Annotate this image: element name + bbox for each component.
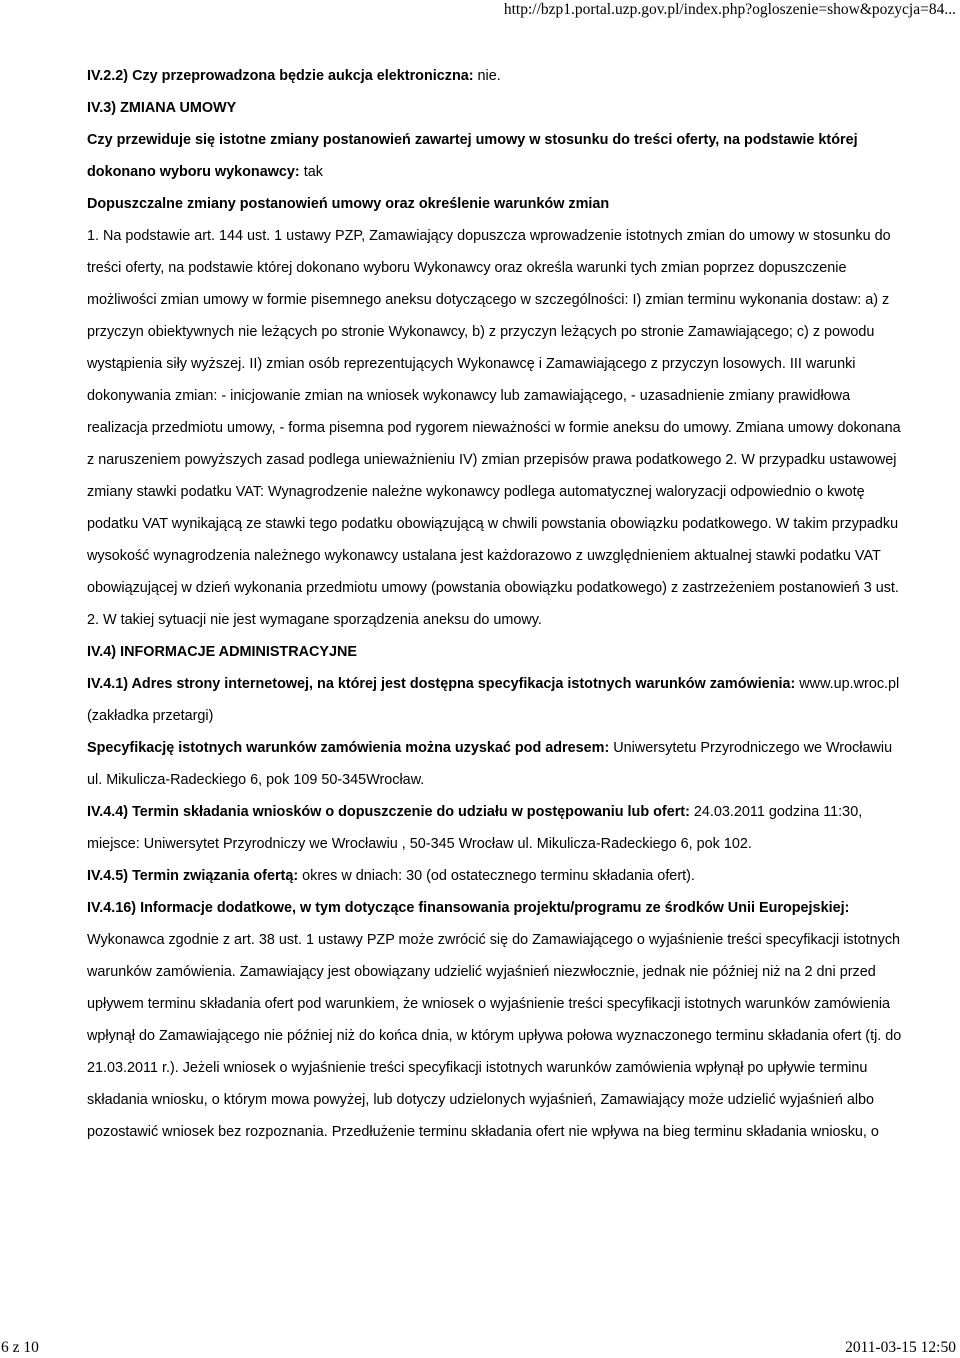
section-contract-changes-label: IV.3) ZMIANA UMOWY xyxy=(87,100,237,116)
section-deadline xyxy=(87,796,907,860)
section-additional-info xyxy=(87,892,907,1148)
section-changes-question-value: tak xyxy=(299,164,323,180)
section-allowed-changes-text: 1. Na podstawie art. 144 ust. 1 ustawy PZP, Zamawiający dopuszcza wprowadzenie istotnych zmian do umowy w stosunku do treści oferty, na podstawie której dokonano wyboru Wykonawcy oraz określa warunki tych zmian poprzez dopuszczenie możliwości zmian umowy w formie pisemnego aneksu dotyczącego w szczególności: I) zmian terminu wykonania dostaw: a) z przyczyn obiektywnych nie leżących po stronie Wykonawcy, b) z przyczyn leżących po stronie Zamawiającego; c) z powodu wystąpienia siły wyższej. II) zmian osób reprezentujących Wykonawcę i Zamawiającego z przyczyn losowych. III warunki dokonywania zmian: - inicjowanie zmian na wniosek wykonawcy lub zamawiającego, - uzasadnienie zmiany prawidłowa realizacja przedmiotu umowy, - forma pisemna pod rygorem nieważności w formie aneksu do umowy. Zmiana umowy dokonana z naruszeniem powyższych zasad podlega unieważnieniu IV) zmian przepisów prawa podatkowego 2. W przypadku ustawowej zmiany stawki podatku VAT: Wynagrodzenie należne wykonawcy podlega automatycznej waloryzacji odpowiednio o kwotę podatku VAT wynikającą ze stawki tego podatku obowiązującą w chwili powstania obowiązku podatkowego. W takim przypadku wysokość wynagrodzenia należnego wykonawcy ustalana jest każdorazowo z uwzględnieniem aktualnej stawki podatku VAT obowiązującej w dzień wykonania przedmiotu umowy (powstania obowiązku podatkowego) z zastrzeżeniem postanowień 3 ust. 2. W takiej sytuacji nie jest wymagane sporządzenia aneksu do umowy. xyxy=(87,228,901,628)
section-auction-value: nie. xyxy=(473,68,501,84)
page-url: http://bzp1.portal.uzp.gov.pl/index.php?ogloszenie=show&pozycja=84... xyxy=(503,1,956,18)
section-website-label: IV.4.1) Adres strony internetowej, na której jest dostępna specyfikacja istotnych warunków zamówienia: xyxy=(87,676,796,692)
section-website xyxy=(87,668,907,732)
section-changes-question xyxy=(87,124,907,188)
notice-content xyxy=(87,60,907,1148)
section-allowed-changes-heading xyxy=(87,188,907,220)
section-contract-changes-heading xyxy=(87,92,907,124)
section-spec-address-value: Uniwersytetu Przyrodniczego we Wrocławiu ul. Mikulicza-Radeckiego 6, pok 109 50-345Wrocław. xyxy=(87,740,893,788)
section-admin-info-label: IV.4) INFORMACJE ADMINISTRACYJNE xyxy=(87,644,357,660)
section-additional-info-value: Wykonawca zgodnie z art. 38 ust. 1 ustawy PZP może zwrócić się do Zamawiającego o wyjaśnienie treści specyfikacji istotnych warunków zamówienia. Zamawiający jest obowiązany udzielić wyjaśnień niezwłocznie, jednak nie później niż na 2 dni przed upływem terminu składania ofert pod warunkiem, że wniosek o wyjaśnienie treści specyfikacji istotnych warunków zamówienia wpłynął do Zamawiającego nie później niż do końca dnia, w którym upływa połowa wyznaczonego terminu składania ofert (tj. do 21.03.2011 r.). Jeżeli wniosek o wyjaśnienie treści specyfikacji istotnych warunków zamówienia wpłynął po upływie terminu składania wniosku, o którym mowa powyżej, lub dotyczy udzielonych wyjaśnień, Zamawiający może udzielić wyjaśnień albo pozostawić wniosek bez rozpoznania. Przedłużenie terminu składania ofert nie wpływa na bieg terminu składania wniosku, o xyxy=(87,932,902,1140)
section-additional-info-label: IV.4.16) Informacje dodatkowe, w tym dotyczące finansowania projektu/programu ze środków Unii Europejskiej: xyxy=(87,900,850,916)
section-auction xyxy=(87,60,907,92)
page-number: 6 z 10 xyxy=(1,1339,39,1356)
section-allowed-changes-label: Dopuszczalne zmiany postanowień umowy oraz określenie warunków zmian xyxy=(87,196,610,212)
section-admin-info-heading xyxy=(87,636,907,668)
section-deadline-value: 24.03.2011 godzina 11:30, miejsce: Uniwersytet Przyrodniczy we Wrocławiu , 50-345 Wrocław ul. Mikulicza-Radeckiego 6, pok 102. xyxy=(87,804,863,852)
section-spec-address xyxy=(87,732,907,796)
section-spec-address-label: Specyfikację istotnych warunków zamówienia można uzyskać pod adresem: xyxy=(87,740,610,756)
section-binding-period-label: IV.4.5) Termin związania ofertą: xyxy=(87,868,299,884)
section-allowed-changes-body xyxy=(87,220,907,636)
section-website-value: www.up.wroc.pl (zakładka przetargi) xyxy=(87,676,900,724)
section-binding-period xyxy=(87,860,907,892)
section-deadline-label: IV.4.4) Termin składania wniosków o dopuszczenie do udziału w postępowaniu lub ofert: xyxy=(87,804,690,820)
section-binding-period-value: okres w dniach: 30 (od ostatecznego terminu składania ofert). xyxy=(298,868,695,884)
section-changes-question-label: Czy przewiduje się istotne zmiany postanowień zawartej umowy w stosunku do treści oferty, na podstawie której dokonano wyboru wykonawcy: xyxy=(87,132,858,180)
print-datetime: 2011-03-15 12:50 xyxy=(845,1339,956,1356)
section-auction-label: IV.2.2) Czy przeprowadzona będzie aukcja elektroniczna: xyxy=(87,68,474,84)
